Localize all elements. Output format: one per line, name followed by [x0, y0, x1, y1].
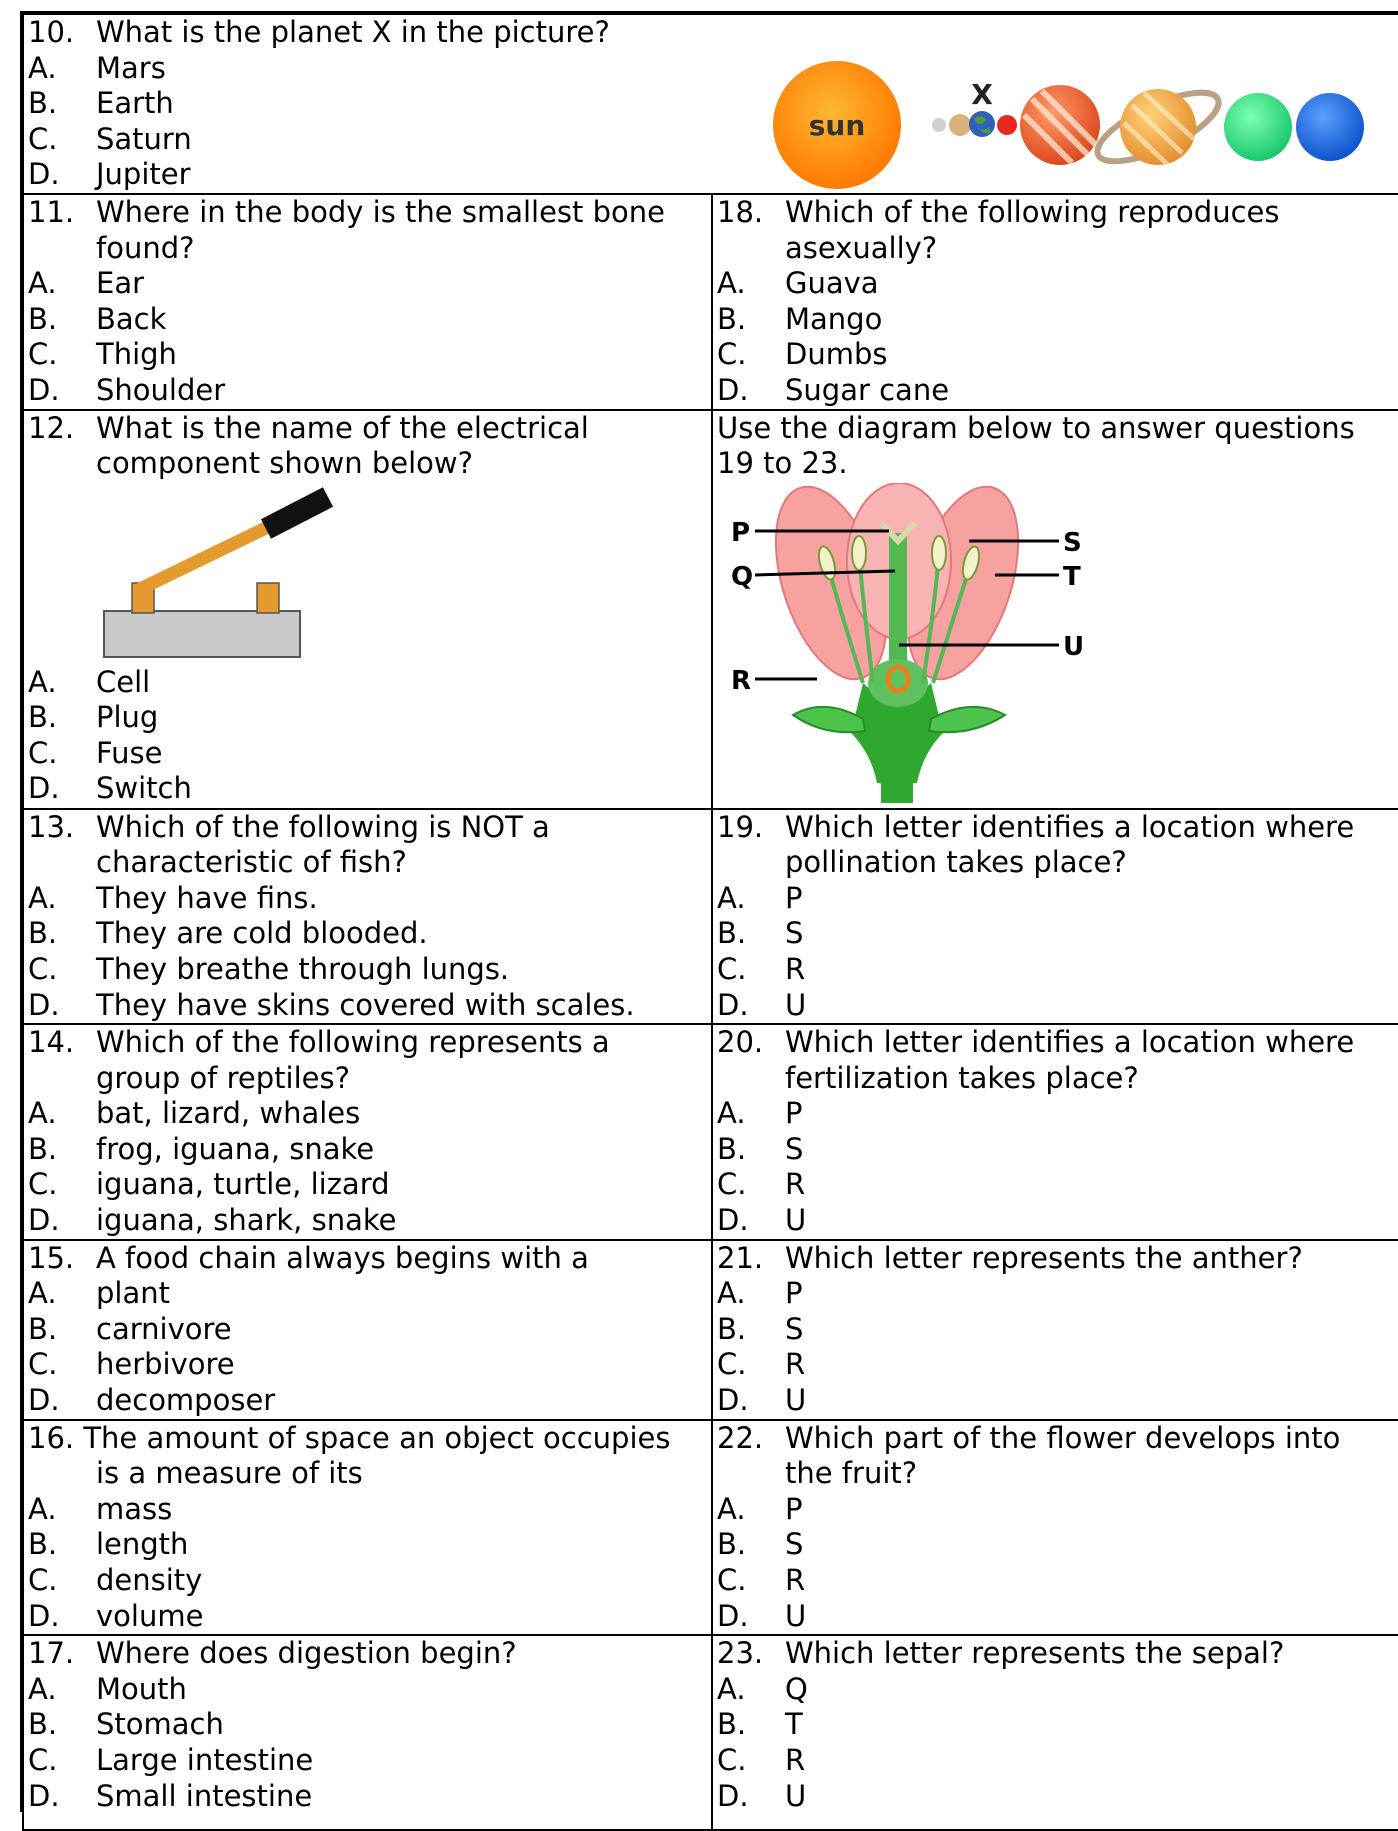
option-text: Back [96, 301, 167, 336]
question-text: Which of the following reproduces [785, 194, 1280, 229]
question-14 [23, 1024, 712, 1240]
question-21 [712, 1240, 1398, 1420]
option-text: Dumbs [785, 337, 888, 372]
option-letter: A. [28, 1491, 57, 1526]
flower-diagram [713, 483, 1113, 807]
option-text: P [785, 1276, 803, 1311]
diagram-instruction: Use the diagram below to answer questions [717, 410, 1355, 445]
question-15 [23, 1240, 712, 1420]
option-text: plant [96, 1276, 170, 1311]
option-letter: D. [717, 1598, 749, 1633]
option-text: Plug [96, 700, 159, 735]
venus-shape [949, 114, 971, 136]
option-text: S [785, 1527, 804, 1562]
option-letter: D. [28, 372, 60, 407]
option-text: Stomach [96, 1707, 224, 1742]
option-text: Thigh [96, 337, 177, 372]
question-text: What is the planet X in the picture? [96, 15, 610, 49]
option-text: iguana, turtle, lizard [96, 1167, 390, 1202]
question-text-cont: the fruit? [785, 1456, 918, 1491]
question-text: Which part of the flower develops into [785, 1420, 1341, 1455]
option-text: S [785, 916, 804, 951]
option-letter: B. [28, 1707, 58, 1742]
option-text: R [785, 1743, 806, 1777]
option-letter: B. [717, 1311, 747, 1346]
option-letter: D. [717, 1383, 749, 1418]
question-text-cont: pollination takes place? [785, 845, 1127, 880]
question-text-cont: group of reptiles? [96, 1060, 350, 1095]
question-number: 22. [717, 1420, 764, 1455]
option-text: Cell [96, 664, 151, 699]
label-s: S [1063, 527, 1082, 558]
option-letter: D. [717, 1778, 749, 1813]
option-letter: C. [28, 951, 58, 986]
question-text: Which of the following is NOT a [96, 809, 550, 844]
option-text: U [785, 1598, 807, 1633]
uranus-shape [1224, 93, 1292, 161]
question-12 [23, 410, 712, 809]
option-letter: D. [28, 987, 60, 1022]
option-text: P [785, 1491, 803, 1526]
option-letter: C. [28, 1347, 58, 1382]
option-text: R [785, 951, 806, 986]
option-letter: C. [28, 735, 58, 770]
option-text: Ear [96, 266, 145, 301]
option-text: T [785, 1707, 803, 1742]
option-letter: A. [28, 266, 57, 301]
neptune-shape [1296, 93, 1364, 161]
option-text: Mouth [96, 1671, 187, 1706]
option-text: frog, iguana, snake [96, 1131, 375, 1166]
option-letter: B. [28, 700, 58, 735]
question-17 [23, 1635, 712, 1830]
option-letter: A. [717, 266, 746, 301]
option-text: U [785, 1778, 807, 1813]
question-text: Which letter identifies a location where [785, 809, 1355, 844]
option-text: Large intestine [96, 1743, 314, 1777]
option-text: R [785, 1167, 806, 1202]
option-text: R [785, 1563, 806, 1598]
worksheet [20, 11, 1398, 1812]
option-letter: D. [717, 1203, 749, 1238]
option-letter: B. [28, 1527, 58, 1562]
option-letter: B. [717, 1527, 747, 1562]
question-text-cont: characteristic of fish? [96, 845, 407, 880]
option-text: bat, lizard, whales [96, 1096, 361, 1131]
option-letter: C. [717, 337, 747, 372]
option-text: U [785, 987, 807, 1022]
option-text: Saturn [96, 121, 192, 156]
question-16 [23, 1420, 712, 1636]
switch-picture [102, 483, 342, 659]
question-text: Where in the body is the smallest bone [96, 194, 665, 229]
option-letter: C. [717, 1167, 747, 1202]
x-label: X [971, 78, 993, 111]
question-number: 20. [717, 1025, 764, 1060]
option-letter: A. [717, 1671, 746, 1706]
option-letter: C. [28, 1563, 58, 1598]
question-text-cont: component shown below? [96, 446, 473, 481]
option-letter: B. [717, 916, 747, 951]
question-number: 15. [28, 1240, 75, 1275]
question-13 [23, 809, 712, 1025]
option-text: They are cold blooded. [96, 916, 428, 951]
option-text: R [785, 1347, 806, 1382]
question-number: 11. [28, 194, 75, 229]
option-text: U [785, 1383, 807, 1418]
question-text: 16. The amount of space an object occupies [28, 1420, 671, 1455]
option-text: iguana, shark, snake [96, 1203, 397, 1238]
option-letter: D. [28, 157, 60, 192]
mars-shape [997, 115, 1017, 135]
question-number: 23. [717, 1636, 764, 1671]
option-letter: A. [717, 880, 746, 915]
option-text: P [785, 1096, 803, 1131]
question-number: 14. [28, 1025, 75, 1060]
option-text: Q [785, 1671, 808, 1706]
question-text: Where does digestion begin? [96, 1636, 517, 1671]
option-text: Earth [96, 86, 174, 121]
option-letter: A. [28, 1276, 57, 1311]
option-letter: D. [28, 1203, 60, 1238]
saturn-shape [1089, 79, 1227, 175]
option-letter: A. [717, 1491, 746, 1526]
option-text: density [96, 1563, 203, 1598]
label-u: U [1063, 631, 1085, 662]
option-letter: C. [28, 1167, 58, 1202]
option-letter: C. [28, 337, 58, 372]
option-letter: A. [717, 1276, 746, 1311]
option-text: volume [96, 1598, 204, 1633]
option-text: Guava [785, 266, 879, 301]
question-11 [23, 194, 712, 410]
option-letter: B. [28, 1311, 58, 1346]
option-text: Fuse [96, 735, 163, 770]
question-text-cont: found? [96, 230, 195, 265]
question-text-cont: asexually? [785, 230, 938, 265]
option-letter: D. [28, 1598, 60, 1633]
option-letter: A. [28, 1671, 57, 1706]
question-19 [712, 809, 1398, 1025]
option-letter: D. [28, 1383, 60, 1418]
option-letter: B. [28, 301, 58, 336]
mercury-shape [932, 118, 946, 132]
option-text: P [785, 880, 803, 915]
option-letter: D. [717, 987, 749, 1022]
option-letter: A. [28, 664, 57, 699]
question-text: A food chain always begins with a [96, 1240, 589, 1275]
question-text-cont: fertilization takes place? [785, 1060, 1139, 1095]
question-23 [712, 1635, 1398, 1830]
option-text: Small intestine [96, 1778, 313, 1813]
option-letter: B. [28, 1131, 58, 1166]
option-text: S [785, 1131, 804, 1166]
option-text: They breathe through lungs. [96, 951, 510, 986]
option-text: Shoulder [96, 372, 226, 407]
question-number: 12. [28, 410, 75, 445]
option-text: Mars [96, 50, 166, 85]
question-number: 21. [717, 1240, 764, 1275]
question-text: Which of the following represents a [96, 1025, 610, 1060]
question-number: 19. [717, 809, 764, 844]
option-letter: D. [28, 771, 60, 806]
option-letter: B. [28, 916, 58, 951]
diagram-instruction-cont: 19 to 23. [717, 446, 848, 481]
question-text: Which letter represents the sepal? [785, 1636, 1285, 1671]
option-letter: C. [28, 121, 58, 156]
option-text: S [785, 1311, 804, 1346]
option-text: Mango [785, 301, 883, 336]
option-text: Jupiter [96, 157, 191, 192]
option-text: Switch [96, 771, 192, 806]
question-number: 17. [28, 1636, 75, 1671]
option-text: decomposer [96, 1383, 276, 1418]
option-text: U [785, 1203, 807, 1238]
label-r: R [731, 665, 752, 696]
option-letter: B. [717, 1131, 747, 1166]
question-table [22, 13, 1398, 1831]
flower-diagram-cell [712, 410, 1398, 809]
label-q: Q [731, 561, 754, 592]
option-letter: C. [28, 1743, 58, 1777]
option-letter: A. [28, 1096, 57, 1131]
question-22 [712, 1420, 1398, 1636]
option-text: They have skins covered with scales. [96, 987, 635, 1022]
earth-shape [969, 111, 995, 137]
sun-label: sun [808, 109, 866, 142]
option-letter: C. [717, 1563, 747, 1598]
question-number: 18. [717, 194, 764, 229]
question-number: 13. [28, 809, 75, 844]
option-letter: B. [717, 301, 747, 336]
option-text: herbivore [96, 1347, 235, 1382]
label-t: T [1063, 561, 1081, 592]
option-text: length [96, 1527, 189, 1562]
option-letter: B. [717, 1707, 747, 1742]
option-letter: B. [28, 86, 58, 121]
question-text: What is the name of the electrical [96, 410, 589, 445]
option-letter: C. [717, 1743, 747, 1777]
option-letter: D. [28, 1778, 60, 1813]
question-text-cont: is a measure of its [96, 1456, 363, 1491]
question-number: 10. [28, 15, 75, 49]
option-letter: D. [717, 372, 749, 407]
option-text: They have fins. [96, 880, 318, 915]
question-20 [712, 1024, 1398, 1240]
question-text: Which letter identifies a location where [785, 1025, 1355, 1060]
option-text: mass [96, 1491, 173, 1526]
option-text: Sugar cane [785, 372, 950, 407]
option-letter: C. [717, 951, 747, 986]
question-text: Which letter represents the anther? [785, 1240, 1303, 1275]
question-18 [712, 194, 1398, 410]
option-text: carnivore [96, 1311, 232, 1346]
question-10 [23, 14, 1398, 194]
option-letter: A. [28, 50, 57, 85]
solar-system-picture [770, 41, 1370, 191]
option-letter: C. [717, 1347, 747, 1382]
option-letter: A. [717, 1096, 746, 1131]
jupiter-shape [1020, 85, 1100, 165]
label-p: P [731, 517, 751, 548]
option-letter: A. [28, 880, 57, 915]
